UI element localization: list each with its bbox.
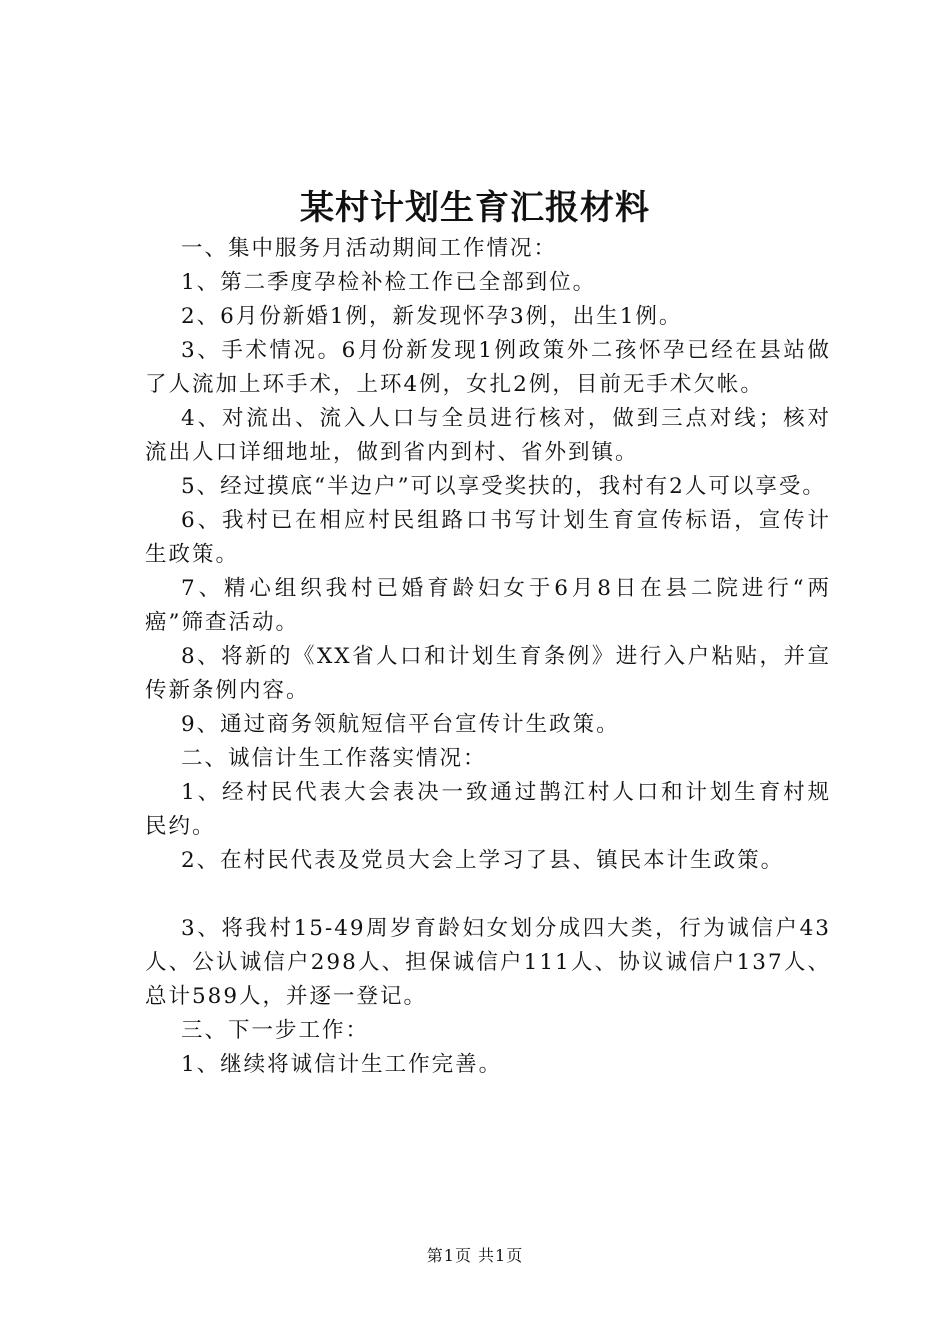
paragraph: 1、经村民代表大会表决一致通过鹊江村人口和计划生育村规民约。 bbox=[145, 780, 831, 839]
paragraph: 8、将新的《XX省人口和计划生育条例》进行入户粘贴，并宣传新条例内容。 bbox=[145, 644, 831, 703]
section-heading-2: 二、诚信计生工作落实情况： bbox=[181, 746, 487, 771]
paragraph: 7、精心组织我村已婚育龄妇女于6月8日在县二院进行“两癌”筛查活动。 bbox=[145, 576, 831, 635]
document-title: 某村计划生育汇报材料 bbox=[300, 188, 650, 228]
paragraph: 1、第二季度孕检补检工作已全部到位。 bbox=[181, 270, 597, 295]
paragraph: 3、将我村15-49周岁育龄妇女划分成四大类，行为诚信户43人、公认诚信户298人、担保诚信户111人、协议诚信户137人、总计589人，并逐一登记。 bbox=[145, 916, 831, 1009]
paragraph: 2、6月份新婚1例，新发现怀孕3例，出生1例。 bbox=[181, 304, 683, 329]
paragraph: 9、通过商务领航短信平台宣传计生政策。 bbox=[181, 712, 620, 737]
paragraph: 4、对流出、流入人口与全员进行核对，做到三点对线；核对流出人口详细地址，做到省内到村、省外到镇。 bbox=[145, 406, 831, 465]
section-heading-1: 一、集中服务月活动期间工作情况： bbox=[181, 236, 558, 261]
paragraph: 6、我村已在相应村民组路口书写计划生育宣传标语，宣传计生政策。 bbox=[145, 508, 831, 567]
paragraph: 1、继续将诚信计生工作完善。 bbox=[181, 1052, 503, 1077]
section-heading-3: 三、下一步工作： bbox=[181, 1018, 370, 1043]
paragraph: 2、在村民代表及党员大会上学习了县、镇民本计生政策。 bbox=[181, 848, 785, 873]
paragraph: 5、经过摸底“半边户”可以享受奖扶的，我村有2人可以享受。 bbox=[181, 474, 826, 499]
document-body bbox=[145, 232, 831, 1082]
paragraph: 3、手术情况。6月份新发现1例政策外二孩怀孕已经在县站做了人流加上环手术，上环4例，女扎2例，目前无手术欠帐。 bbox=[145, 338, 831, 397]
page-footer: 第1页 共1页 bbox=[426, 1246, 524, 1265]
